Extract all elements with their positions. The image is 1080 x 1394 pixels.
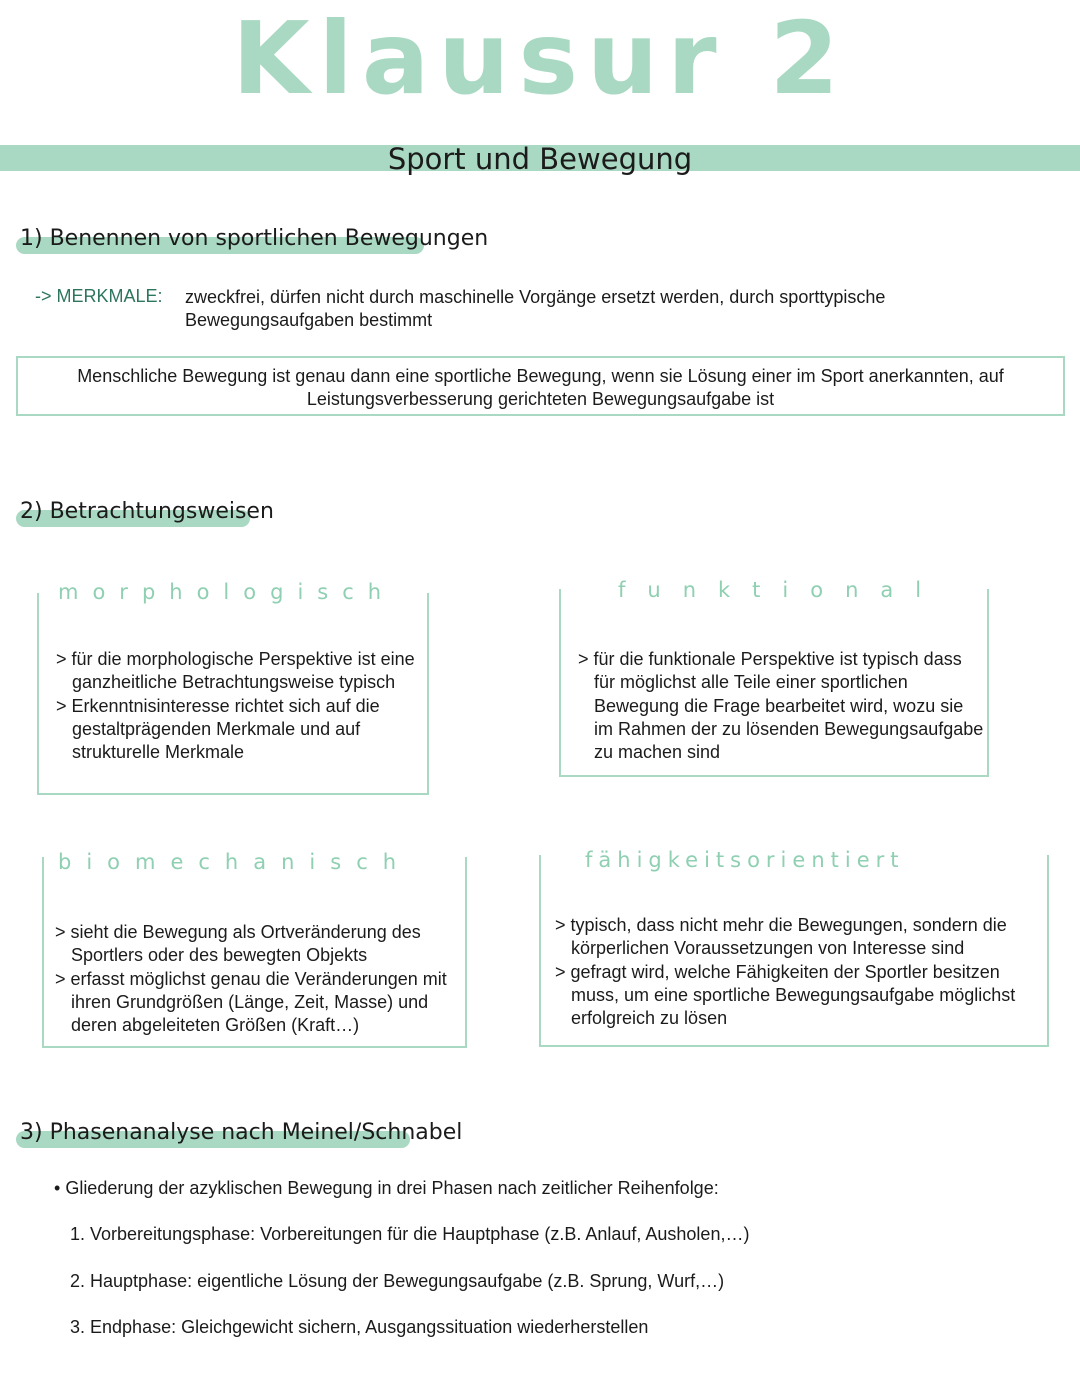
merkmale-text: zweckfrei, dürfen nicht durch maschinelle Vorgänge ersetzt werden, durch sporttypische Bewegungsaufgaben bestimmt xyxy=(185,287,886,330)
page-subtitle: Sport und Bewegung xyxy=(387,142,693,176)
phase-item: 2. Hauptphase: eigentliche Lösung der Bewegungsaufgabe (z.B. Sprung, Wurf,…) xyxy=(70,1270,725,1291)
list-item: > für die funktionale Perspektive ist typisch dass für möglichst alle Teile einer sportlichen Bewegung die Frage bearbeitet wird, wozu sie im Rahmen der zu lösenden Bewegungsaufgabe zu machen sind xyxy=(578,649,984,763)
view-list-faehigkeitsorientiert xyxy=(555,914,1047,1030)
section-1-heading: 1) Benennen von sportlichen Bewegungen xyxy=(16,226,488,256)
phase-intro: • Gliederung der azyklischen Bewegung in drei Phasen nach zeitlicher Reihenfolge: xyxy=(54,1178,719,1198)
list-item: > für die morphologische Perspektive ist eine ganzheitliche Betrachtungsweise typisch xyxy=(56,649,415,693)
list-item: > Erkenntnisinteresse richtet sich auf die gestaltprägenden Merkmale und auf strukturelle Merkmale xyxy=(56,695,380,763)
phase-list xyxy=(70,1222,749,1362)
view-title-biomechanisch: biomechanisch xyxy=(58,850,412,874)
phase-item: 3. Endphase: Gleichgewicht sichern, Ausgangssituation wiederherstellen xyxy=(70,1317,649,1337)
view-title-morphologisch: morphologisch xyxy=(58,580,396,604)
view-list-biomechanisch xyxy=(55,921,460,1037)
view-title-funktional: funktional xyxy=(618,578,944,602)
list-item: > typisch, dass nicht mehr die Bewegungen, sondern die körperlichen Voraussetzungen von Interesse sind xyxy=(555,915,1007,959)
page-title: Klausur 2 xyxy=(232,0,848,117)
list-item: > gefragt wird, welche Fähigkeiten der Sportler besitzen muss, um eine sportliche Bewegungsaufgabe möglichst erfolgreich zu lösen xyxy=(555,961,1016,1029)
view-list-funktional xyxy=(578,648,986,764)
merkmale-label: -> MERKMALE: xyxy=(35,286,163,306)
list-item: > sieht die Bewegung als Ortveränderung des Sportlers oder des bewegten Objekts xyxy=(55,922,421,966)
view-title-faehigkeitsorientiert: fähigkeitsorientiert xyxy=(585,848,905,872)
definition-text: Menschliche Bewegung ist genau dann eine sportliche Bewegung, wenn sie Lösung einer im Sport anerkannten, auf Leistungsverbesserung gerichteten Bewegungsaufgabe ist xyxy=(77,366,1004,409)
phase-item: 1. Vorbereitungsphase: Vorbereitungen für die Hauptphase (z.B. Anlauf, Ausholen,…) xyxy=(70,1224,750,1244)
section-3-heading: 3) Phasenanalyse nach Meinel/Schnabel xyxy=(16,1120,462,1150)
definition-box xyxy=(16,356,1065,416)
section-2-heading: 2) Betrachtungsweisen xyxy=(16,499,274,529)
view-list-morphologisch xyxy=(56,648,416,764)
list-item: > erfasst möglichst genau die Veränderungen mit ihren Grundgrößen (Länge, Zeit, Masse) und deren abgeleiteten Größen (Kraft…) xyxy=(55,968,447,1036)
